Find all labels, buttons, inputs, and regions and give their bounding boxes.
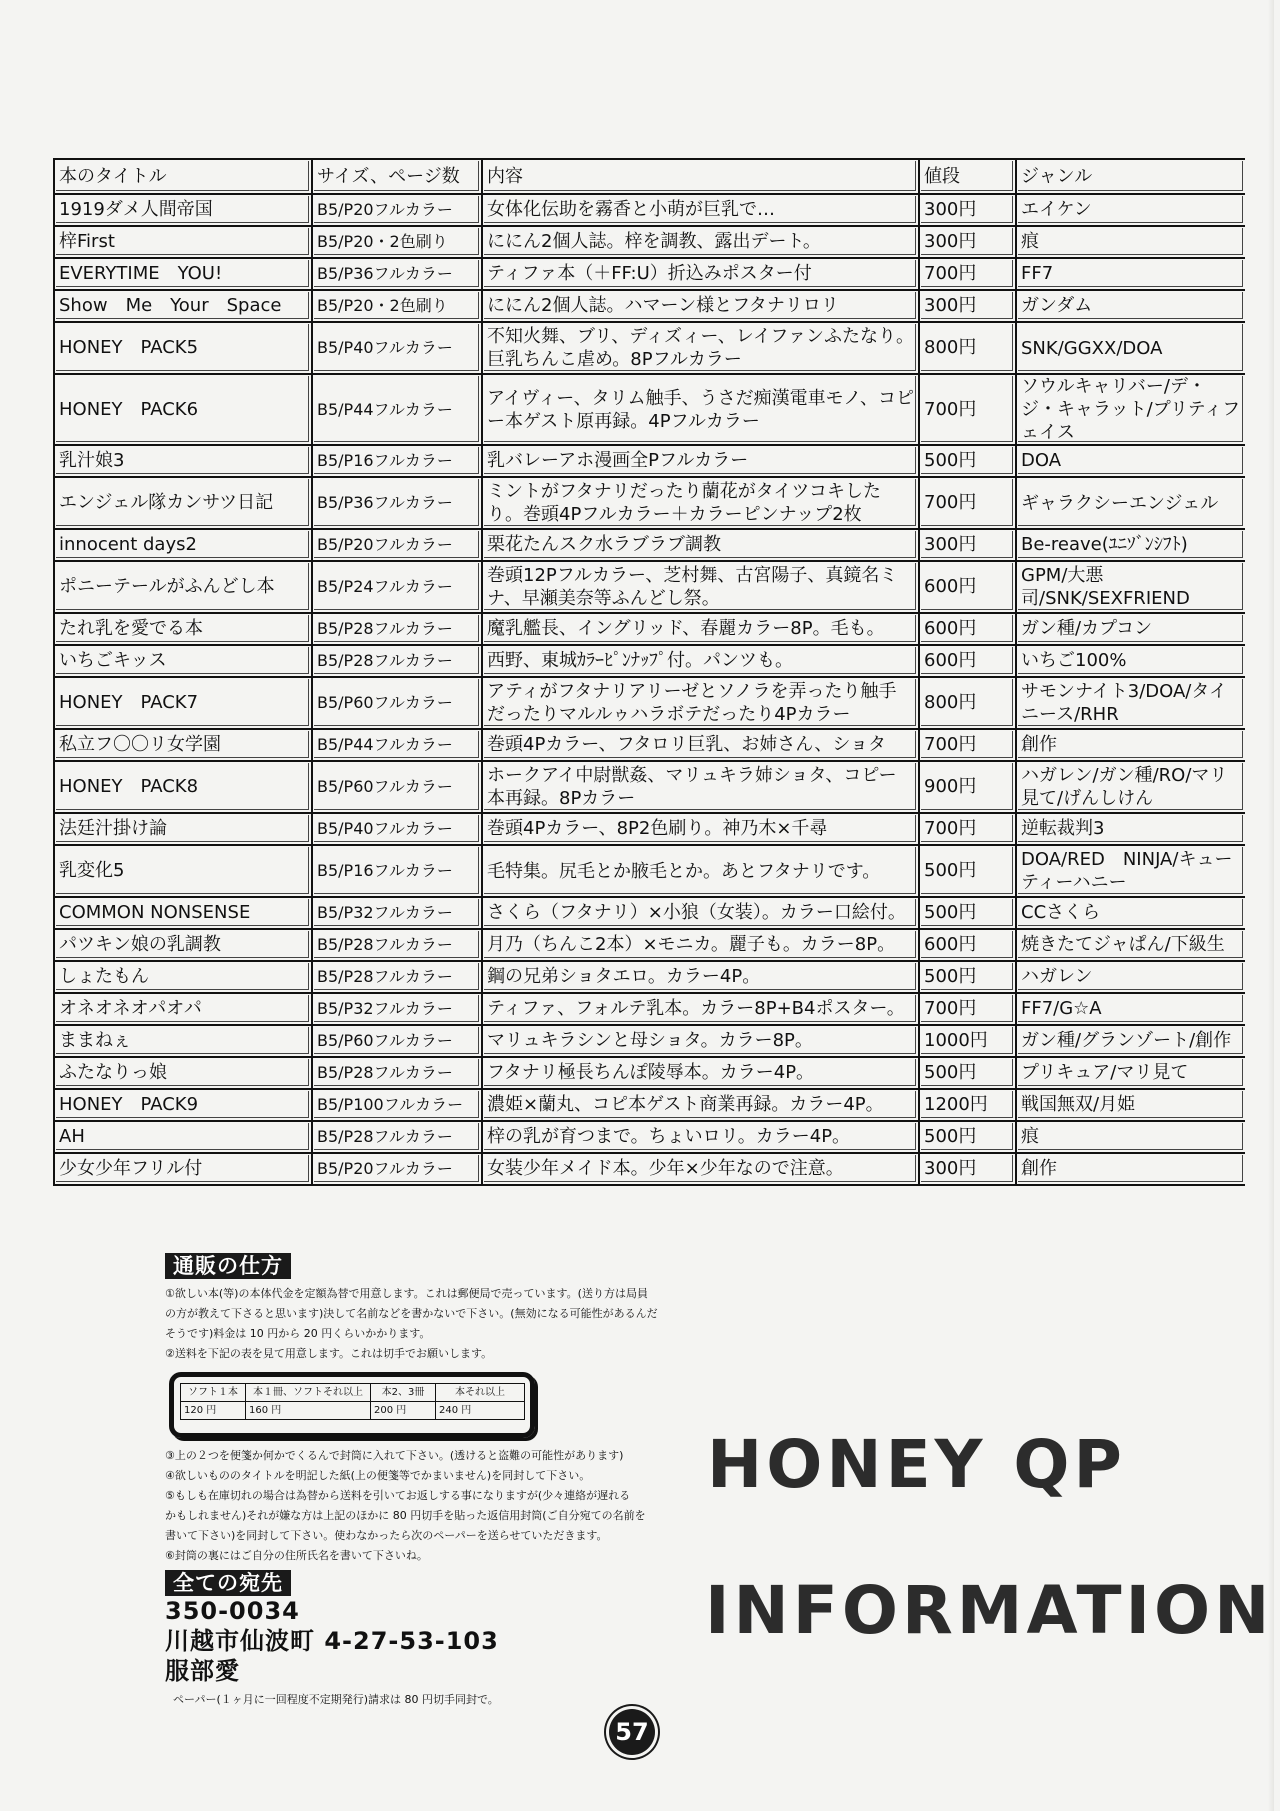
title-line-2: INFORMATION — [705, 1572, 1274, 1649]
cell-price: 300円 — [920, 530, 1017, 562]
shipping-rate-box — [169, 1372, 535, 1438]
cell-price: 700円 — [920, 730, 1017, 762]
cell-content: 栗花たんスク水ラブラブ調教 — [483, 530, 920, 562]
page-number-badge: 57 — [609, 1709, 655, 1755]
cell-content: 女体化伝助を霧香と小萌が巨乳で… — [483, 195, 920, 227]
title-line-1: HONEY QP — [707, 1426, 1126, 1503]
cell-size: B5/P100フルカラー — [313, 1090, 483, 1122]
info-title — [705, 1420, 1273, 1656]
cell-price: 300円 — [920, 291, 1017, 323]
cell-content: 毛特集。尻毛とか腋毛とか。あとフタナリです。 — [483, 846, 920, 898]
cell-price: 300円 — [920, 227, 1017, 259]
table-row — [55, 898, 1245, 930]
cell-size: B5/P60フルカラー — [313, 678, 483, 730]
table-row — [55, 195, 1245, 227]
cell-size: B5/P44フルカラー — [313, 730, 483, 762]
cell-price: 600円 — [920, 930, 1017, 962]
cell-title: AH — [55, 1122, 313, 1154]
cell-genre: プリキュア/マリ見て — [1017, 1058, 1245, 1090]
cell-title: Show Me Your Space — [55, 291, 313, 323]
cell-genre: いちご100% — [1017, 646, 1245, 678]
order-step-line: ⑤もしも在庫切れの場合は為替から送料を引いてお返しする事になりますが(少々連絡が遅れる — [165, 1489, 631, 1502]
header-size: サイズ、ページ数 — [313, 160, 483, 195]
table-row — [55, 446, 1245, 478]
rate-label: 本それ以上 — [436, 1384, 525, 1402]
cell-genre: CCさくら — [1017, 898, 1245, 930]
cell-content: アイヴィー、タリム触手、うさだ痴漢電車モノ、コピー本ゲスト原再録。4Pフルカラー — [483, 375, 920, 446]
table-row — [55, 1154, 1245, 1186]
cell-content: 乳バレーアホ漫画全Pフルカラー — [483, 446, 920, 478]
cell-content: 濃姫×蘭丸、コピ本ゲスト商業再録。カラー4P。 — [483, 1090, 920, 1122]
cell-price: 500円 — [920, 446, 1017, 478]
cell-size: B5/P20・2色刷り — [313, 227, 483, 259]
cell-price: 800円 — [920, 323, 1017, 375]
street-address: 川越市仙波町 4-27-53-103 — [165, 1627, 499, 1655]
cell-size: B5/P36フルカラー — [313, 478, 483, 530]
cell-content: 巻頭12Pフルカラー、芝村舞、古宮陽子、真鏡名ミナ、早瀬美奈等ふんどし祭。 — [483, 562, 920, 614]
header-content: 内容 — [483, 160, 920, 195]
cell-genre: DOA/RED NINJA/キューティーハニー — [1017, 846, 1245, 898]
cell-genre: GPM/大悪司/SNK/SEXFRIEND — [1017, 562, 1245, 614]
cell-size: B5/P60フルカラー — [313, 762, 483, 814]
table-row — [55, 478, 1245, 530]
table-row — [55, 375, 1245, 446]
cell-title: innocent days2 — [55, 530, 313, 562]
cell-price: 900円 — [920, 762, 1017, 814]
cell-price: 300円 — [920, 195, 1017, 227]
cell-content: ホークアイ中尉獣姦、マリュキラ姉ショタ、コピー本再録。8Pカラー — [483, 762, 920, 814]
cell-title: COMMON NONSENSE — [55, 898, 313, 930]
cell-content: さくら（フタナリ）×小狼（女装）。カラー口絵付。 — [483, 898, 920, 930]
cell-size: B5/P24フルカラー — [313, 562, 483, 614]
order-step-line: ⑥封筒の裏にはご自分の住所氏名を書いて下さいね。 — [165, 1549, 428, 1562]
cell-size: B5/P36フルカラー — [313, 259, 483, 291]
cell-content: アティがフタナリアリーゼとソノラを弄ったり触手だったりマルルゥハラボテだったり4Pカラー — [483, 678, 920, 730]
cell-size: B5/P60フルカラー — [313, 1026, 483, 1058]
header-price: 値段 — [920, 160, 1017, 195]
cell-size: B5/P20フルカラー — [313, 530, 483, 562]
cell-price: 500円 — [920, 1058, 1017, 1090]
cell-genre: 戦国無双/月姫 — [1017, 1090, 1245, 1122]
cell-title: HONEY PACK6 — [55, 375, 313, 446]
order-step-line: 書いて下さい)を同封して下さい。使わなかったら次のペーパーを送らせていただきます。 — [165, 1529, 608, 1542]
rate-value-row — [181, 1402, 525, 1420]
cell-genre: 創作 — [1017, 1154, 1245, 1186]
cell-title: 私立フ〇〇リ女学園 — [55, 730, 313, 762]
table-row — [55, 291, 1245, 323]
cell-content: 不知火舞、ブリ、ディズィー、レイファンふたなり。巨乳ちんこ虐め。8Pフルカラー — [483, 323, 920, 375]
table-row — [55, 678, 1245, 730]
cell-content: 巻頭4Pカラー、8P2色刷り。神乃木×千尋 — [483, 814, 920, 846]
cell-title: 乳変化5 — [55, 846, 313, 898]
cell-price: 500円 — [920, 1122, 1017, 1154]
cell-size: B5/P20フルカラー — [313, 1154, 483, 1186]
cell-genre: Be-reave(ﾕﾆｿﾞﾝｼﾌﾄ) — [1017, 530, 1245, 562]
cell-price: 700円 — [920, 994, 1017, 1026]
cell-content: 西野、東城ｶﾗｰﾋﾟﾝﾅｯﾌﾟ付。パンツも。 — [483, 646, 920, 678]
cell-content: 女装少年メイド本。少年×少年なので注意。 — [483, 1154, 920, 1186]
table-row — [55, 323, 1245, 375]
cell-content: フタナリ極長ちんぽ陵辱本。カラー4P。 — [483, 1058, 920, 1090]
cell-title: HONEY PACK9 — [55, 1090, 313, 1122]
postal-code: 350-0034 — [165, 1597, 300, 1625]
cell-title: しょたもん — [55, 962, 313, 994]
cell-content: ににん2個人誌。ハマーン様とフタナリロリ — [483, 291, 920, 323]
cell-genre: ハガレン/ガン種/RO/マリ見て/げんしけん — [1017, 762, 1245, 814]
cell-title: HONEY PACK7 — [55, 678, 313, 730]
cell-price: 600円 — [920, 614, 1017, 646]
cell-price: 500円 — [920, 898, 1017, 930]
cell-genre: ハガレン — [1017, 962, 1245, 994]
cell-price: 300円 — [920, 1154, 1017, 1186]
table-body — [55, 195, 1245, 1186]
cell-genre: 焼きたてジャぱん/下級生 — [1017, 930, 1245, 962]
cell-price: 700円 — [920, 478, 1017, 530]
cell-price: 700円 — [920, 259, 1017, 291]
cell-size: B5/P40フルカラー — [313, 814, 483, 846]
table-row — [55, 259, 1245, 291]
cell-title: 乳汁娘3 — [55, 446, 313, 478]
cell-content: 梓の乳が育つまで。ちょいロリ。カラー4P。 — [483, 1122, 920, 1154]
cell-title: ふたなりっ娘 — [55, 1058, 313, 1090]
cell-size: B5/P28フルカラー — [313, 614, 483, 646]
order-step-line: ③上の２つを便箋か何かでくるんで封筒に入れて下さい。(透けると盗難の可能性があります) — [165, 1449, 624, 1462]
cell-title: HONEY PACK8 — [55, 762, 313, 814]
cell-title: EVERYTIME YOU! — [55, 259, 313, 291]
cell-title: たれ乳を愛でる本 — [55, 614, 313, 646]
paper-request-note: ペーパー(１ヶ月に一回程度不定期発行)請求は 80 円切手同封で。 — [173, 1693, 499, 1706]
cell-genre: FF7/G☆A — [1017, 994, 1245, 1026]
cell-size: B5/P20・2色刷り — [313, 291, 483, 323]
table-row — [55, 646, 1245, 678]
table-header-row — [55, 160, 1245, 195]
cell-genre: 逆転裁判3 — [1017, 814, 1245, 846]
cell-size: B5/P28フルカラー — [313, 1122, 483, 1154]
cell-size: B5/P20フルカラー — [313, 195, 483, 227]
cell-content: ミントがフタナリだったり蘭花がタイツコキしたり。巻頭4Pフルカラー＋カラーピンナップ2枚 — [483, 478, 920, 530]
table-row — [55, 1026, 1245, 1058]
order-step-line: かもしれません)それが嫌な方は上記のほかに 80 円切手を貼った返信用封筒(ご自分宛ての名前を — [165, 1509, 646, 1522]
table-row — [55, 730, 1245, 762]
cell-genre: ソウルキャリバー/デ・ジ・キャラット/プリティフェイス — [1017, 375, 1245, 446]
cell-title: 少女少年フリル付 — [55, 1154, 313, 1186]
order-step-line: ②送料を下記の表を見て用意します。これは切手でお願いします。 — [165, 1347, 493, 1360]
cell-genre: ガンダム — [1017, 291, 1245, 323]
cell-size: B5/P28フルカラー — [313, 1058, 483, 1090]
cell-price: 800円 — [920, 678, 1017, 730]
table-row — [55, 1122, 1245, 1154]
table-row — [55, 962, 1245, 994]
cell-size: B5/P28フルカラー — [313, 646, 483, 678]
cell-price: 500円 — [920, 962, 1017, 994]
rate-value: 120 円 — [181, 1402, 246, 1420]
rate-label-row — [181, 1384, 525, 1402]
cell-genre: 創作 — [1017, 730, 1245, 762]
cell-title: いちごキッス — [55, 646, 313, 678]
cell-size: B5/P28フルカラー — [313, 930, 483, 962]
cell-size: B5/P16フルカラー — [313, 846, 483, 898]
cell-title: エンジェル隊カンサツ日記 — [55, 478, 313, 530]
cell-size: B5/P40フルカラー — [313, 323, 483, 375]
cell-genre: ギャラクシーエンジェル — [1017, 478, 1245, 530]
cell-content: ティファ、フォルテ乳本。カラー8P+B4ポスター。 — [483, 994, 920, 1026]
rate-value: 160 円 — [246, 1402, 371, 1420]
shipping-rate-table — [180, 1383, 525, 1420]
cell-content: マリュキラシンと母ショタ。カラー8P。 — [483, 1026, 920, 1058]
cell-price: 1000円 — [920, 1026, 1017, 1058]
rate-label: 本2、3冊 — [371, 1384, 436, 1402]
cell-price: 700円 — [920, 814, 1017, 846]
cell-content: 鋼の兄弟ショタエロ。カラー4P。 — [483, 962, 920, 994]
table-row — [55, 1090, 1245, 1122]
cell-price: 600円 — [920, 562, 1017, 614]
cell-content: ティファ本（＋FF:U）折込みポスター付 — [483, 259, 920, 291]
cell-size: B5/P44フルカラー — [313, 375, 483, 446]
order-step-line: ④欲しいもののタイトルを明記した紙(上の便箋等でかまいません)を同封して下さい。 — [165, 1469, 591, 1482]
cell-genre: 痕 — [1017, 1122, 1245, 1154]
order-step-line: ①欲しい本(等)の本体代金を定額為替で用意します。これは郵便局で売っています。(送り方は局員 — [165, 1287, 648, 1300]
cell-size: B5/P32フルカラー — [313, 994, 483, 1026]
table-row — [55, 846, 1245, 898]
book-catalog-table — [53, 158, 1245, 1186]
table-row — [55, 562, 1245, 614]
cell-size: B5/P28フルカラー — [313, 962, 483, 994]
cell-size: B5/P16フルカラー — [313, 446, 483, 478]
cell-genre: ガン種/カプコン — [1017, 614, 1245, 646]
cell-price: 600円 — [920, 646, 1017, 678]
cell-genre: SNK/GGXX/DOA — [1017, 323, 1245, 375]
cell-genre: 痕 — [1017, 227, 1245, 259]
cell-genre: エイケン — [1017, 195, 1245, 227]
rate-label: 本１冊、ソフトそれ以上 — [246, 1384, 371, 1402]
table-row — [55, 930, 1245, 962]
cell-content: 巻頭4Pカラー、フタロリ巨乳、お姉さん、ショタ — [483, 730, 920, 762]
cell-genre: DOA — [1017, 446, 1245, 478]
table-row — [55, 762, 1245, 814]
cell-size: B5/P32フルカラー — [313, 898, 483, 930]
header-genre: ジャンル — [1017, 160, 1245, 195]
cell-title: ままねぇ — [55, 1026, 313, 1058]
rate-value: 200 円 — [371, 1402, 436, 1420]
cell-content: 月乃（ちんこ2本）×モニカ。麗子も。カラー8P。 — [483, 930, 920, 962]
cell-price: 500円 — [920, 846, 1017, 898]
cell-price: 1200円 — [920, 1090, 1017, 1122]
cell-genre: FF7 — [1017, 259, 1245, 291]
table-row — [55, 530, 1245, 562]
cell-title: パツキン娘の乳調教 — [55, 930, 313, 962]
table-row — [55, 227, 1245, 259]
cell-title: 法廷汁掛け論 — [55, 814, 313, 846]
destination-heading: 全ての宛先 — [165, 1570, 291, 1596]
cell-genre: ガン種/グランゾート/創作 — [1017, 1026, 1245, 1058]
cell-content: 魔乳艦長、イングリッド、春麗カラー8P。毛も。 — [483, 614, 920, 646]
table-row — [55, 994, 1245, 1026]
table-row — [55, 814, 1245, 846]
mail-order-section — [165, 1253, 705, 1708]
table-row — [55, 614, 1245, 646]
order-heading: 通販の仕方 — [165, 1253, 291, 1279]
header-title: 本のタイトル — [55, 160, 313, 195]
order-step-line: の方が教えて下さると思います)決して名前などを書かないで下さい。(無効になる可能性があるんだ — [165, 1307, 658, 1320]
cell-title: ポニーテールがふんどし本 — [55, 562, 313, 614]
cell-content: ににん2個人誌。梓を調教、露出デート。 — [483, 227, 920, 259]
cell-title: 1919ダメ人間帝国 — [55, 195, 313, 227]
rate-value: 240 円 — [436, 1402, 525, 1420]
cell-price: 700円 — [920, 375, 1017, 446]
order-step-line: そうです)料金は 10 円から 20 円くらいかかります。 — [165, 1327, 431, 1340]
cell-title: HONEY PACK5 — [55, 323, 313, 375]
cell-title: オネオネオパオパ — [55, 994, 313, 1026]
cell-title: 梓First — [55, 227, 313, 259]
cell-genre: サモンナイト3/DOA/タイニース/RHR — [1017, 678, 1245, 730]
recipient-name: 服部愛 — [165, 1657, 240, 1685]
rate-label: ソフト１本 — [181, 1384, 246, 1402]
table-row — [55, 1058, 1245, 1090]
